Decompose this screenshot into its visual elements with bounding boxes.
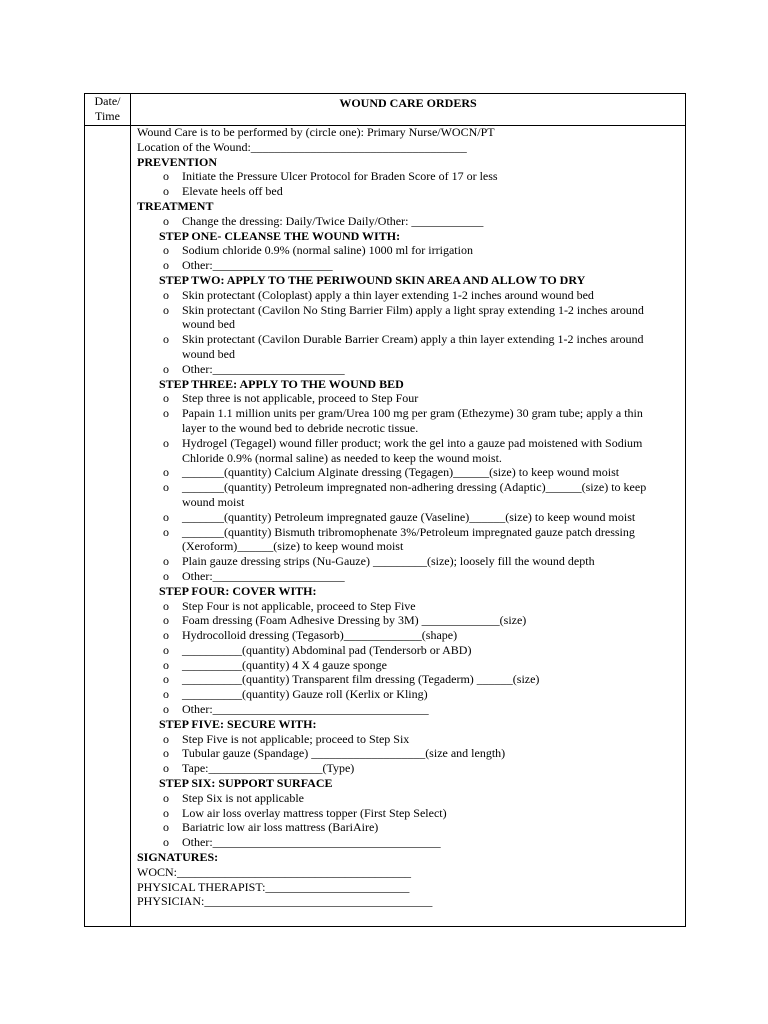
bullet-marker: o (163, 287, 169, 302)
order-item-text: Low air loss overlay mattress topper (First Step Select) (182, 805, 447, 820)
orders-body (137, 125, 679, 909)
order-item-text: Change the dressing: Daily/Twice Daily/Other: ____________ (182, 213, 484, 228)
order-item-text: Sodium chloride 0.9% (normal saline) 1000 ml for irrigation (182, 243, 473, 258)
order-item (137, 303, 679, 318)
order-item-text: Other:______________________ (182, 361, 345, 376)
order-item-text: Tubular gauze (Spandage) ___________________(size and length) (182, 746, 506, 761)
order-item-continued (137, 421, 679, 436)
order-item-text: wound bed (182, 346, 235, 361)
order-item-continued (137, 347, 679, 362)
order-item (137, 628, 679, 643)
order-item (137, 643, 679, 658)
order-item (137, 554, 679, 569)
form-line: WOCN:_______________________________________ (137, 864, 411, 879)
order-item-text: Step Five is not applicable; proceed to Step Six (182, 731, 410, 746)
order-item-text: __________(quantity) 4 X 4 gauze sponge (182, 657, 387, 672)
order-item-text: Step Four is not applicable, proceed to Step Five (182, 598, 416, 613)
order-item-text: (Xeroform)______(size) to keep wound moist (182, 539, 404, 554)
form-line: PHYSICAL THERAPIST:________________________ (137, 879, 410, 894)
order-item-text: Initiate the Pressure Ulcer Protocol for Braden Score of 17 or less (182, 169, 498, 184)
bullet-marker: o (163, 435, 169, 450)
order-item (137, 480, 679, 495)
bullet-marker: o (163, 672, 169, 687)
order-item (137, 569, 679, 584)
order-item-text: Foam dressing (Foam Adhesive Dressing by 3M) _____________(size) (182, 613, 527, 628)
order-item (137, 658, 679, 673)
order-item-text: layer to the wound bed to debride necrotic tissue. (182, 420, 419, 435)
bullet-marker: o (163, 554, 169, 569)
date-time-line1: Date/ (94, 94, 121, 108)
section-heading: PREVENTION (137, 154, 218, 169)
order-item-text: Hydrogel (Tegagel) wound filler product; work the gel into a gauze pad moistened with Sodium (182, 435, 643, 450)
order-item (137, 791, 679, 806)
order-item-text: Other:______________________ (182, 568, 345, 583)
order-item-text: Skin protectant (Cavilon No Sting Barrier Film) apply a light spray extending 1-2 inches around (182, 302, 644, 317)
order-item (137, 820, 679, 835)
wound-care-orders-table (84, 93, 686, 927)
order-item (137, 702, 679, 717)
section-heading: STEP ONE- CLEANSE THE WOUND WITH: (159, 228, 401, 243)
date-time-line2: Time (95, 108, 120, 123)
bullet-marker: o (163, 361, 169, 376)
order-item-text: Skin protectant (Cavilon Durable Barrier Cream) apply a thin layer extending 1-2 inches around (182, 332, 644, 347)
order-item-continued (137, 539, 679, 554)
order-item (137, 465, 679, 480)
bullet-marker: o (163, 332, 169, 347)
order-item (137, 362, 679, 377)
bullet-marker: o (163, 302, 169, 317)
order-item-text: Skin protectant (Coloplast) apply a thin layer extending 1-2 inches around wound bed (182, 287, 594, 302)
order-item (137, 746, 679, 761)
form-line: PHYSICIAN:______________________________________ (137, 894, 433, 909)
form-title: WOUND CARE ORDERS (339, 96, 477, 110)
order-item-text: Tape:___________________(Type) (182, 761, 355, 776)
bullet-marker: o (163, 805, 169, 820)
order-item (137, 406, 679, 421)
order-item-text: Chloride 0.9% (normal saline) as needed to keep the wound moist. (182, 450, 502, 465)
order-item-text: __________(quantity) Transparent film dressing (Tegaderm) ______(size) (182, 672, 540, 687)
order-item-text: _______(quantity) Calcium Alginate dressing (Tegagen)______(size) to keep wound moist (182, 465, 620, 480)
order-item-text: Hydrocolloid dressing (Tegasorb)_____________(shape) (182, 628, 458, 643)
bullet-marker: o (163, 628, 169, 643)
order-item-text: _______(quantity) Petroleum impregnated non-adhering dressing (Adaptic)______(size) to keep (182, 480, 647, 495)
bullet-marker: o (163, 465, 169, 480)
bullet-marker: o (163, 509, 169, 524)
bullet-marker: o (163, 184, 169, 199)
order-item-continued (137, 317, 679, 332)
order-item-text: __________(quantity) Abdominal pad (Tendersorb or ABD) (182, 642, 472, 657)
bullet-marker: o (163, 524, 169, 539)
bullet-marker: o (163, 820, 169, 835)
section-heading: STEP FIVE: SECURE WITH: (159, 716, 317, 731)
order-item-text: Other:____________________________________ (182, 702, 429, 717)
order-item (137, 732, 679, 747)
order-item-text: Step three is not applicable, proceed to Step Four (182, 391, 419, 406)
order-item-text: _______(quantity) Petroleum impregnated gauze (Vaseline)______(size) to keep wound moist (182, 509, 636, 524)
order-item (137, 761, 679, 776)
order-item-text: Step Six is not applicable (182, 790, 304, 805)
order-item (137, 525, 679, 540)
order-item (137, 436, 679, 451)
section-heading: STEP TWO: APPLY TO THE PERIWOUND SKIN AREA AND ALLOW TO DRY (159, 272, 586, 287)
bullet-marker: o (163, 391, 169, 406)
bullet-marker: o (163, 702, 169, 717)
form-line: Wound Care is to be performed by (circle one): Primary Nurse/WOCN/PT (137, 125, 495, 139)
bullet-marker: o (163, 761, 169, 776)
bullet-marker: o (163, 598, 169, 613)
order-item (137, 258, 679, 273)
order-item (137, 835, 679, 850)
bullet-marker: o (163, 687, 169, 702)
order-item (137, 288, 679, 303)
form-line: Location of the Wound:____________________________________ (137, 139, 467, 154)
order-item-text: Papain 1.1 million units per gram/Urea 100 mg per gram (Ethezyme) 30 gram tube; apply a thin (182, 406, 643, 421)
bullet-marker: o (163, 642, 169, 657)
bullet-marker: o (163, 243, 169, 258)
bullet-marker: o (163, 406, 169, 421)
order-item-text: Elevate heels off bed (182, 184, 283, 199)
bullet-marker: o (163, 731, 169, 746)
order-item-text: Other:______________________________________ (182, 835, 441, 850)
bullet-marker: o (163, 213, 169, 228)
bullet-marker: o (163, 746, 169, 761)
order-item-text: Other:____________________ (182, 258, 333, 273)
bullet-marker: o (163, 480, 169, 495)
order-item-continued (137, 451, 679, 466)
order-item (137, 806, 679, 821)
section-heading: TREATMENT (137, 198, 214, 213)
order-item-text: __________(quantity) Gauze roll (Kerlix or Kling) (182, 687, 428, 702)
order-item (137, 672, 679, 687)
column-divider (130, 94, 131, 926)
section-heading: STEP SIX: SUPPORT SURFACE (159, 776, 333, 791)
section-heading: SIGNATURES: (137, 850, 219, 865)
section-heading: STEP THREE: APPLY TO THE WOUND BED (159, 376, 404, 391)
bullet-marker: o (163, 657, 169, 672)
order-item (137, 599, 679, 614)
order-item (137, 687, 679, 702)
bullet-marker: o (163, 790, 169, 805)
bullet-marker: o (163, 568, 169, 583)
date-time-header (85, 94, 130, 125)
order-item-text: Bariatric low air loss mattress (BariAire) (182, 820, 379, 835)
order-item (137, 613, 679, 628)
order-item-text: _______(quantity) Bismuth tribromophenate 3%/Petroleum impregnated gauze patch dressing (182, 524, 635, 539)
order-item-text: wound bed (182, 317, 235, 332)
order-item (137, 510, 679, 525)
bullet-marker: o (163, 258, 169, 273)
section-heading: STEP FOUR: COVER WITH: (159, 583, 317, 598)
order-item (137, 332, 679, 347)
order-item-text: Plain gauze dressing strips (Nu-Gauze) _________(size); loosely fill the wound depth (182, 554, 595, 569)
order-item (137, 214, 679, 229)
order-item (137, 243, 679, 258)
bullet-marker: o (163, 835, 169, 850)
order-item (137, 391, 679, 406)
order-item (137, 169, 679, 184)
order-item-continued (137, 495, 679, 510)
bullet-marker: o (163, 613, 169, 628)
bullet-marker: o (163, 169, 169, 184)
order-item (137, 184, 679, 199)
order-item-text: wound moist (182, 494, 245, 509)
